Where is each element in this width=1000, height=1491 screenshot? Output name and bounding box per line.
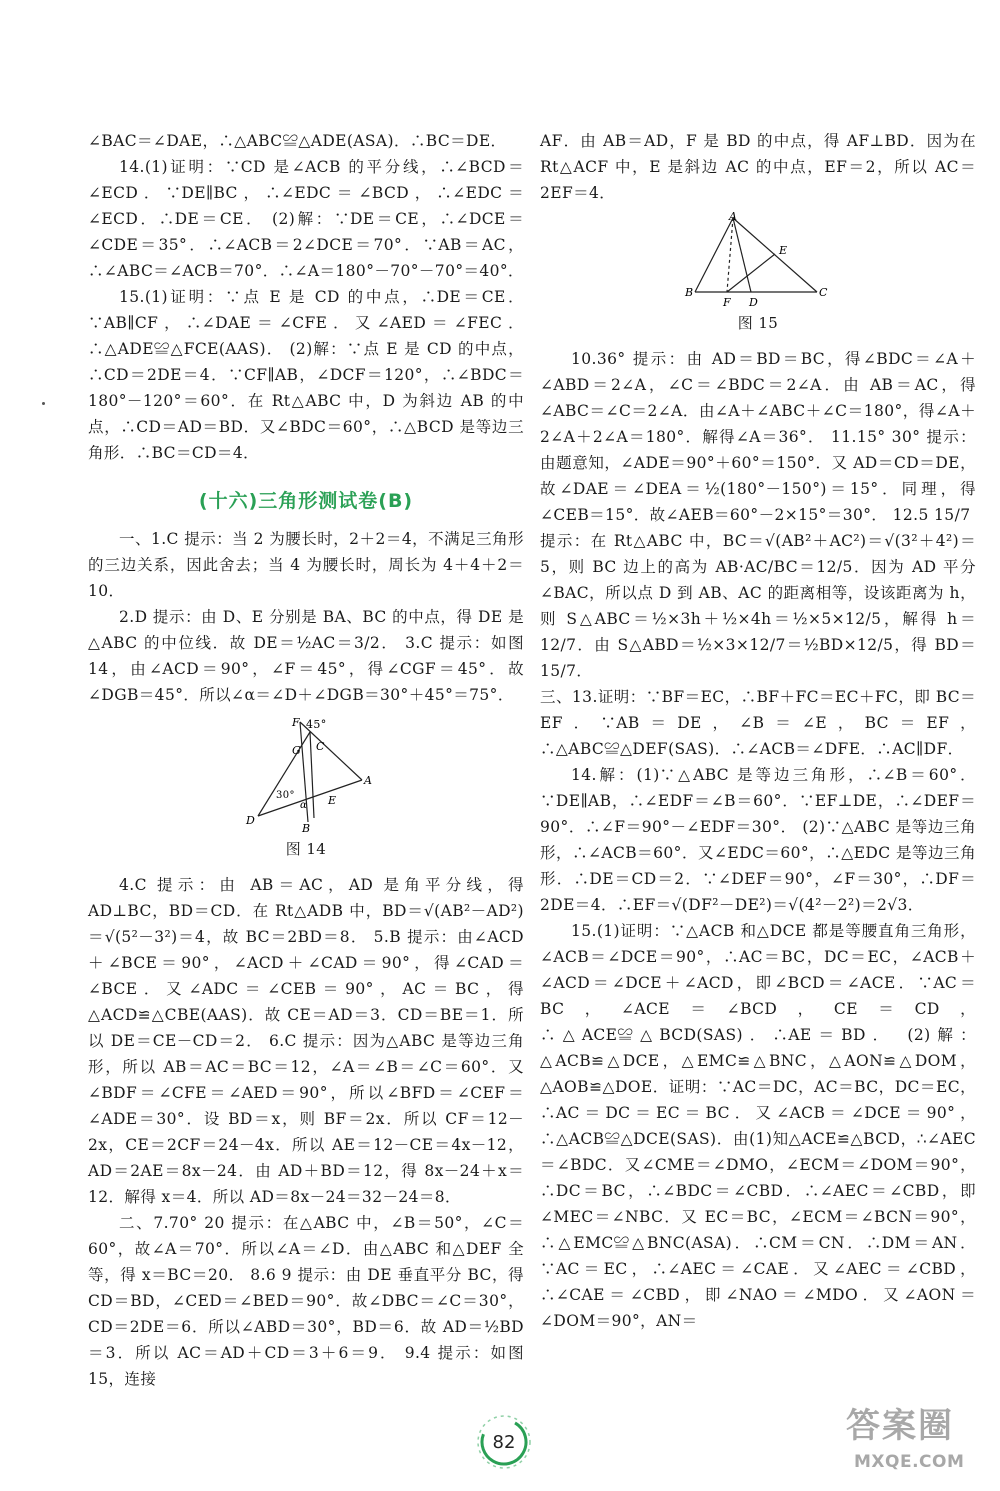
left-column: [88, 128, 524, 1392]
figure-14: [236, 714, 376, 834]
label-B: B: [302, 822, 311, 834]
label-E: E: [328, 794, 337, 807]
figure-caption: 图 14: [285, 840, 327, 858]
label-D: D: [749, 296, 759, 308]
paragraph: 10.36° 提示：由 AD＝BD＝BC，得∠BDC＝∠A＋∠ABD＝2∠A，∠C＝∠BDC＝2∠A．由 AB＝AC，得∠ABC＝∠C＝2∠A．由∠A＋∠ABC＋∠C＝180°，得∠A＋2∠A＋2∠A＝180°．解得∠A＝36°． 11.15° 30° 提示：由题意知，∠ADE＝90°＋60°＝150°．又 AD＝CD＝DE，故∠DAE＝∠DEA＝½(180°－150°)＝15°．同理，得∠CEB＝15°．故∠AEB＝60°－2×15°＝30°． 12.5 15/7: [540, 350, 977, 524]
label-F: F: [292, 716, 301, 729]
right-column: [540, 128, 976, 1334]
watermark-logo: 答案圈: [846, 1406, 954, 1446]
label-C: C: [316, 740, 325, 753]
line-DA: [258, 780, 362, 816]
paragraph: 提示：在 Rt△ABC 中，BC＝√(AB²＋AC²)＝√(3²＋4²)＝5，则 BC 边上的高为 AB·AC/BC＝12/5．因为 AD 平分∠BAC，所以点 D 到 AB、AC 的距离相等，设该距离为 h，则 S△ABC＝½×3h＋½×4h＝½×5×12/5，解得 h＝12/7．由 S△ABD＝½×3×12/7＝½BD×12/5，得 BD＝15/7．: [540, 532, 976, 680]
line-FE: [727, 254, 775, 292]
paragraph: 2.D 提示：由 D、E 分别是 BA、BC 的中点，得 DE 是△ABC 的中位线．故 DE＝½AC＝3/2． 3.C 提示：如图 14，由∠ACD＝90°，∠F＝45°，得∠CGF＝45°．故∠DGB＝45°．所以∠α＝∠D＋∠DGB＝30°＋45°＝75°．: [88, 608, 524, 704]
paragraph: 二、7.70° 20 提示：在△ABC 中，∠B＝50°，∠C＝60°，故∠A＝70°．所以∠A＝∠D．由△ABC 和△DEF 全等，得 x＝BC＝20． 8.6 9 提示：由 DE 垂直平分 BC，得 CD＝BD，∠CED＝∠BED＝90°．故∠DBC＝∠C＝30°，CD＝2DE＝6．所以∠ABD＝30°，BD＝6．故 AD＝½BD＝3．所以 AC＝AD＋CD＝3＋6＝9． 9.4 提示：如图 15，连接: [88, 1214, 524, 1388]
page-number-text: 82: [492, 1431, 516, 1453]
paragraph: 14.(1)证明：∵CD 是∠ACB 的平分线，∴∠BCD＝∠ECD．∵DE∥BC，∴∠EDC＝∠BCD，∴∠EDC＝∠ECD．∴DE＝CE． (2)解：∵DE＝CE，∴∠DCE＝∠CDE＝35°．∴∠ACB＝2∠DCE＝70°．∵AB＝AC，∴∠ABC＝∠ACB＝70°．∴∠A＝180°－70°－70°＝40°．: [88, 158, 524, 280]
paragraph: 15.(1)证明：∵△ACB 和△DCE 都是等腰直角三角形，∠ACB＝∠DCE＝90°，∴AC＝BC，DC＝EC，∠ACB＋∠ACD＝∠DCE＋∠ACD，即∠BCD＝∠ACE．∵AC＝BC，∠ACE＝∠BCD，CE＝CD，∴△ACE≌△BCD(SAS)．∴AE＝BD． (2)解：△ACB≌△DCE，△EMC≌△BNC，△AON≌△DOM，△AOB≌△DOE．证明：∵AC＝DC，AC＝BC，DC＝EC，∴AC＝DC＝EC＝BC．又∠ACB＝∠DCE＝90°，∴△ACB≌△DCE(SAS)．由(1)知△ACE≌△BCD，∴∠AEC＝∠BDC．又∠CME＝∠DMO，∠ECM＝∠DOM＝90°，∴DC＝BC，∴∠BDC＝∠CBD．∴∠AEC＝∠CBD，即∠MEC＝∠NBC．又 EC＝BC，∠ECM＝∠BCN＝90°，∴△EMC≌△BNC(ASA)．∴CM＝CN．∴DM＝AN．∵AC＝EC，∴∠AEC＝∠CAE．又∠AEC＝∠CBD，∴∠CAE＝∠CBD，即∠NAO＝∠MDO．又∠AON＝∠DOM＝90°，AN＝: [540, 922, 976, 1330]
paragraph: 三、13.证明：∵BF＝EC，∴BF＋FC＝EC＋FC，即 BC＝EF．∵AB＝DE，∠B＝∠E，BC＝EF，∴△ABC≌△DEF(SAS)．∴∠ACB＝∠DFE．∴AC∥DF．: [540, 688, 976, 758]
line-AC: [733, 218, 817, 292]
label-45: 45°: [306, 718, 327, 731]
line-AB: [695, 218, 733, 292]
paragraph: 14.解：(1)∵△ABC 是等边三角形，∴∠B＝60°．∵DE∥AB，∴∠EDF＝∠B＝60°．∵EF⊥DE，∴∠DEF＝90°．∴∠F＝90°－∠EDF＝30°． (2)∵△ABC 是等边三角形，∴∠ACB＝60°．又∠EDC＝60°，∴△EDC 是等边三角形．∴DE＝CD＝2．∵∠DEF＝90°，∠F＝30°，∴DF＝2DE＝4．∴EF＝√(DF²－DE²)＝√(4²－2²)＝2√3．: [540, 766, 976, 914]
section-title: (十六)三角形测试卷(B): [198, 490, 414, 512]
label-F: F: [723, 296, 732, 308]
paragraph: 15.(1)证明：∵点 E 是 CD 的中点，∴DE＝CE．∵AB∥CF，∴∠DAE＝∠CFE．又∠AED＝∠FEC．∴△ADE≌△FCE(AAS)． (2)解：∵点 E 是 CD 的中点，∴CD＝2DE＝4．∵CF∥AB，∠DCF＝120°，∴∠BDC＝180°－120°＝60°．在 Rt△ABC 中，D 为斜边 AB 的中点，∴CD＝AD＝BD．又∠BDC＝60°，∴△BCD 是等边三角形．∴BC＝CD＝4．: [88, 288, 524, 462]
label-G: G: [292, 744, 302, 757]
label-A: A: [729, 212, 738, 223]
watermark-url: MXQE.COM: [854, 1452, 965, 1472]
label-30: 30°: [276, 790, 295, 801]
page-number: [474, 1412, 534, 1472]
label-C: C: [819, 286, 828, 299]
label-A: A: [364, 774, 373, 787]
margin-dot: [42, 402, 45, 405]
figure-caption: 图 15: [737, 314, 779, 332]
label-D: D: [246, 814, 256, 827]
paragraph: AF．由 AB＝AD，F 是 BD 的中点，得 AF⊥BD．因为在 Rt△ACF 中，E 是斜边 AC 的中点，EF＝2，所以 AC＝2EF＝4．: [540, 132, 976, 202]
figure-15: [683, 212, 833, 308]
label-alpha: α: [300, 800, 308, 811]
paragraph: 4.C 提示：由 AB＝AC，AD 是角平分线，得 AD⊥BC，BD＝CD．在 Rt△ADB 中，BD＝√(AB²－AD²)＝√(5²－3²)＝4，故 BC＝2BD＝8． 5.B 提示：由∠ACD＋∠BCE＝90°，∠ACD＋∠CAD＝90°，得∠CAD＝∠BCE．又∠ADC＝∠CEB＝90°，AC＝BC，得△ACD≌△CBE(AAS)．故 CE＝AD＝3．CD＝BE＝1．所以 DE＝CE－CD＝2． 6.C 提示：因为△ABC 是等边三角形，所以 AB＝AC＝BC＝12，∠A＝∠B＝∠C＝60°．又∠BDF＝∠CFE＝∠AED＝90°，所以∠BFD＝∠CEF＝∠ADE＝30°．设 BD＝x，则 BF＝2x．所以 CF＝12－2x，CE＝2CF＝24－4x．所以 AE＝12－CE＝4x－12，AD＝2AE＝8x－24．由 AD＋BD＝12，得 8x－24＋x＝12．解得 x＝4．所以 AD＝8x－24＝32－24＝8．: [88, 876, 524, 1206]
label-E: E: [779, 244, 788, 257]
paragraph: ∠BAC＝∠DAE，∴△ABC≌△ADE(ASA)．∴BC＝DE．: [88, 132, 507, 150]
line-CB: [310, 732, 314, 818]
label-B: B: [685, 286, 694, 299]
paragraph: 一、1.C 提示：当 2 为腰长时，2＋2＝4，不满足三角形的三边关系，因此舍去；当 4 为腰长时，周长为 4＋4＋2＝10．: [88, 530, 524, 600]
line-AD: [733, 218, 751, 292]
watermark: [828, 1398, 988, 1486]
